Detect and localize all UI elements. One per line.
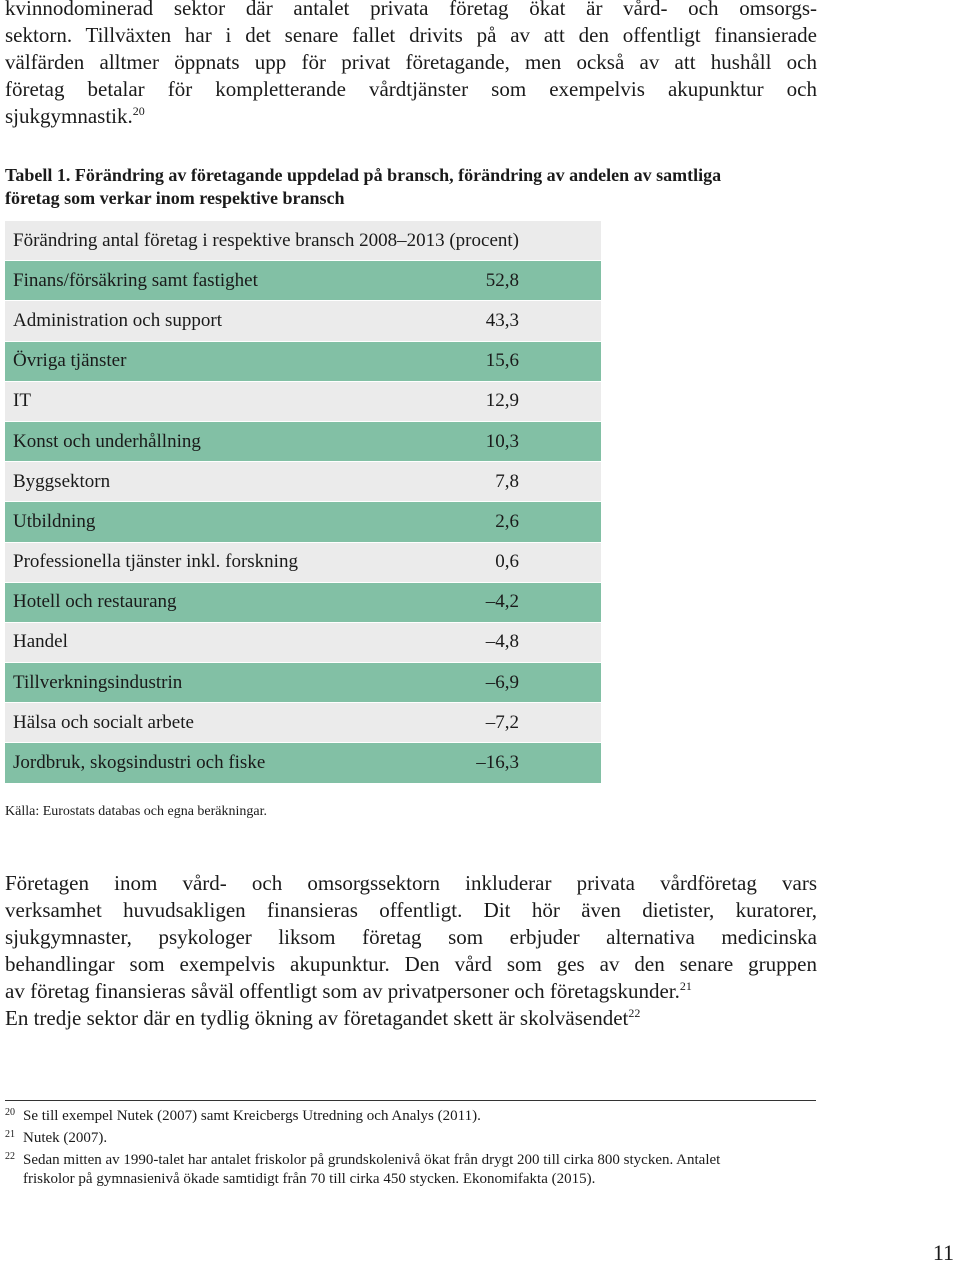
row-label: Administration och support [13, 309, 222, 331]
row-value: 2,6 [495, 510, 519, 532]
row-label: Utbildning [13, 510, 96, 532]
footnote [5, 1129, 820, 1148]
footnote [5, 1151, 820, 1189]
row-value: –16,3 [476, 752, 519, 774]
footnote-text [23, 1129, 820, 1148]
footnote-divider [5, 1100, 816, 1101]
table-row [5, 583, 601, 623]
text-line: sektorn. Tillväxten har i det senare fallet drivits på av att den offentligt finansierade [5, 23, 817, 47]
footnote-text [23, 1107, 820, 1126]
table-row [5, 663, 601, 703]
text-line: företag betalar för kompletterande vårdtjänster som exempelvis akupunktur och [5, 77, 817, 101]
table-row [5, 382, 601, 422]
table-body [5, 261, 601, 783]
footnote-text [23, 1151, 820, 1189]
row-value: –4,2 [485, 591, 519, 613]
intro-paragraph [5, 0, 817, 130]
row-value: 0,6 [495, 551, 519, 573]
text-line: En tredje sektor där en tydlig ökning av företagandet skett är skolväsendet$^{22}$ [5, 1006, 641, 1030]
row-label: Tillverkningsindustrin [13, 671, 183, 693]
caption-line: företag som verkar inom respektive bransch [5, 188, 345, 208]
text-line: kvinnodominerad sektor där antalet privata företag ökat är vård- och omsorgs- [5, 0, 817, 20]
row-label: Jordbruk, skogsindustri och fiske [13, 752, 266, 774]
row-label: Hälsa och socialt arbete [13, 711, 194, 733]
text-line: välfärden alltmer öppnats upp för privat företagande, men också av att hushåll och [5, 50, 817, 74]
table-row [5, 301, 601, 341]
row-label: Hotell och restaurang [13, 591, 177, 613]
row-value: 52,8 [485, 269, 519, 291]
footnote-ref[interactable]: 20 [132, 104, 145, 118]
row-value: 15,6 [485, 350, 519, 372]
row-value: 12,9 [485, 390, 519, 412]
row-label: Professionella tjänster inkl. forskning [13, 551, 298, 573]
row-label: Byggsektorn [13, 470, 111, 492]
footnote-number: 20 [5, 1107, 15, 1118]
row-value: –6,9 [485, 671, 519, 693]
row-value: –4,8 [485, 631, 519, 653]
row-value: –7,2 [485, 711, 519, 733]
row-label: IT [13, 390, 31, 412]
table-row [5, 261, 601, 301]
caption-line: Tabell 1. Förändring av företagande uppdelad på bransch, förändring av andelen av samtliga [5, 165, 722, 185]
row-label: Övriga tjänster [13, 350, 127, 372]
table-row [5, 743, 601, 783]
industry-change-table [5, 221, 601, 784]
table-row [5, 462, 601, 502]
footnotes [5, 1107, 820, 1192]
table-header: Förändring antal företag i respektive bransch 2008–2013 (procent) [13, 229, 519, 251]
table-row [5, 422, 601, 462]
row-label: Konst och underhållning [13, 430, 201, 452]
row-value: 43,3 [485, 309, 519, 331]
footnote-number: 21 [5, 1129, 15, 1140]
text-line: sjukgymnastik.$^{20}$ [5, 104, 145, 128]
body-paragraph [5, 870, 817, 1032]
row-label: Finans/försäkring samt fastighet [13, 269, 258, 291]
row-label: Handel [13, 631, 68, 653]
footnote-ref[interactable]: 22 [628, 1006, 641, 1020]
row-value: 10,3 [485, 430, 519, 452]
table-row [5, 703, 601, 743]
table-row [5, 342, 601, 382]
text-line: av företag finansieras såväl offentligt som av privatpersoner och företagskunder.$^{21}$ [5, 979, 692, 1003]
page-number: 11 [932, 1240, 954, 1265]
footnote-line: friskolor på gymnasienivå ökade samtidigt från 70 till cirka 450 stycken. Ekonomifakta (2015). [23, 1171, 596, 1187]
text-line: behandlingar som exempelvis akupunktur. Den vård som ges av den senare gruppen [5, 952, 817, 976]
footnote-number: 22 [5, 1151, 15, 1162]
row-value: 7,8 [495, 470, 519, 492]
footnote-line: Sedan mitten av 1990-talet har antalet friskolor på grundskolenivå ökat från drygt 200 till cirka 800 stycken. Antalet [23, 1152, 721, 1168]
text-line: verksamhet huvudsakligen finansieras offentligt. Dit hör även dietister, kuratorer, [5, 898, 817, 922]
text-line: Företagen inom vård- och omsorgssektorn inkluderar privata vårdföretag vars [5, 871, 817, 895]
footnote-line: Se till exempel Nutek (2007) samt Kreicbergs Utredning och Analys (2011). [23, 1108, 481, 1124]
table-header-row [5, 221, 601, 261]
footnote [5, 1107, 820, 1126]
footnote-line: Nutek (2007). [23, 1130, 108, 1146]
table-row [5, 502, 601, 542]
table-caption [5, 164, 825, 210]
table-source-note: Källa: Eurostats databas och egna beräkningar. [5, 804, 268, 819]
table-row [5, 623, 601, 663]
footnote-ref[interactable]: 21 [679, 979, 692, 993]
table-row [5, 543, 601, 583]
text-line: sjukgymnaster, psykologer liksom företag som erbjuder alternativa medicinska [5, 925, 817, 949]
